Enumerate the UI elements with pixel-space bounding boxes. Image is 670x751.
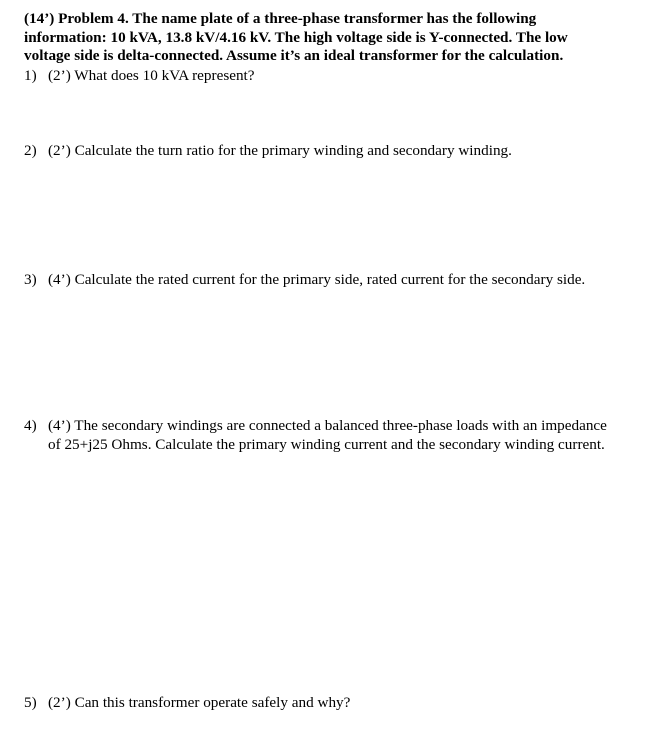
question-5-text: (2’) Can this transformer operate safely and why? xyxy=(48,694,351,711)
question-4-number: 4) xyxy=(24,417,37,434)
problem-header-line-2: information: 10 kVA, 13.8 kV/4.16 kV. The high voltage side is Y-connected. The low xyxy=(24,28,568,46)
question-3-number: 3) xyxy=(24,271,37,288)
problem-header-line-1: (14’) Problem 4. The name plate of a three-phase transformer has the following xyxy=(24,10,537,27)
question-2-number: 2) xyxy=(24,142,37,159)
problem-header-line-3: voltage side is delta-connected. Assume it’s an ideal transformer for the calculation. xyxy=(24,47,564,65)
problem-header xyxy=(24,10,654,66)
question-5-number: 5) xyxy=(24,694,37,711)
question-4-text-line-1: (4’) The secondary windings are connected a balanced three-phase loads with an impedance xyxy=(48,417,607,434)
question-4-text-line-2: of 25+j25 Ohms. Calculate the primary winding current and the secondary winding current. xyxy=(48,435,605,453)
question-2-text: (2’) Calculate the turn ratio for the primary winding and secondary winding. xyxy=(48,142,512,159)
question-4-text xyxy=(48,417,607,454)
question-1-text: (2’) What does 10 kVA represent? xyxy=(48,67,255,84)
question-3-text: (4’) Calculate the rated current for the primary side, rated current for the secondary side. xyxy=(48,271,586,288)
question-1-number: 1) xyxy=(24,67,37,84)
